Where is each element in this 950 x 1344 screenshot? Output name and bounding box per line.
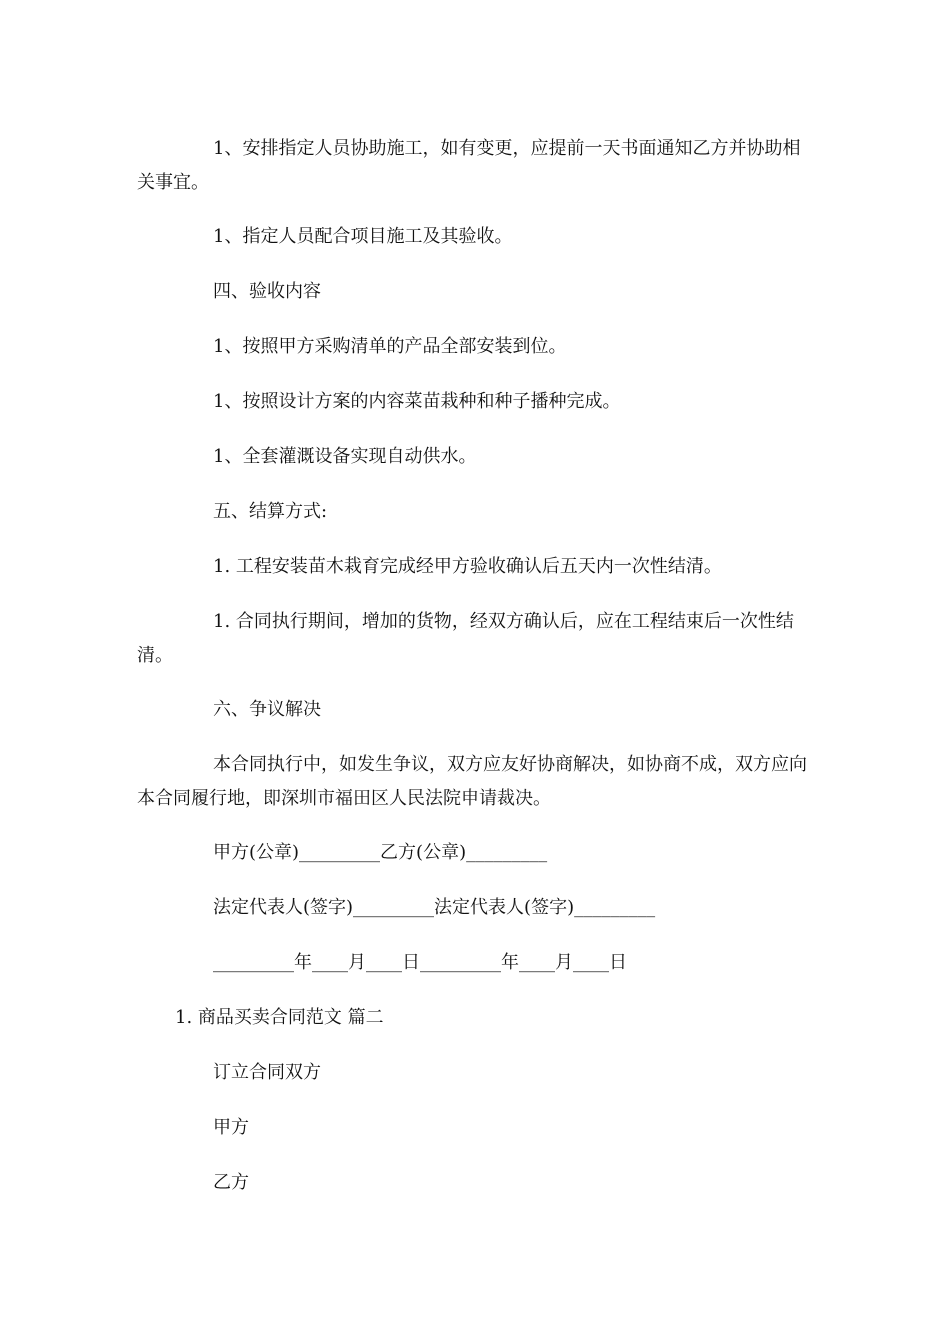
clause-additional-goods: 1. 合同执行期间，增加的货物，经双方确认后，应在工程结束后一次性结清。 — [137, 611, 794, 666]
party-a-label: 甲方 — [213, 1117, 249, 1138]
party-b-label: 乙方 — [213, 1172, 249, 1193]
signature-line-dates: _________年____月____日_________年____月____日 — [213, 952, 627, 973]
clause-irrigation: 1、全套灌溉设备实现自动供水。 — [213, 446, 477, 467]
section-heading-acceptance: 四、验收内容 — [213, 281, 321, 302]
clause-dispute-resolution: 本合同执行中，如发生争议，双方应友好协商解决，如协商不成，双方应向本合同履行地，即深圳市福田区人民法院申请裁决。 — [137, 754, 807, 809]
clause-install-products: 1、按照甲方采购清单的产品全部安装到位。 — [213, 336, 567, 357]
signature-line-seals: 甲方(公章)_________乙方(公章)_________ — [213, 842, 548, 863]
clause-assign-staff: 1、安排指定人员协助施工，如有变更，应提前一天书面通知乙方并协助相关事宜。 — [137, 138, 801, 193]
section-heading-settlement: 五、结算方式: — [213, 501, 328, 522]
clause-planting-complete: 1、按照设计方案的内容菜苗栽种和种子播种完成。 — [213, 391, 621, 412]
clause-staff-cooperation: 1、指定人员配合项目施工及其验收。 — [213, 226, 513, 247]
signature-line-representatives: 法定代表人(签字)_________法定代表人(签字)_________ — [213, 897, 656, 918]
section-title-part-two: 1. 商品买卖合同范文 篇二 — [175, 1007, 384, 1028]
contract-parties-heading: 订立合同双方 — [213, 1062, 321, 1083]
clause-settlement-five-days: 1. 工程安装苗木栽育完成经甲方验收确认后五天内一次性结清。 — [213, 556, 722, 577]
section-heading-dispute: 六、争议解决 — [213, 699, 321, 720]
